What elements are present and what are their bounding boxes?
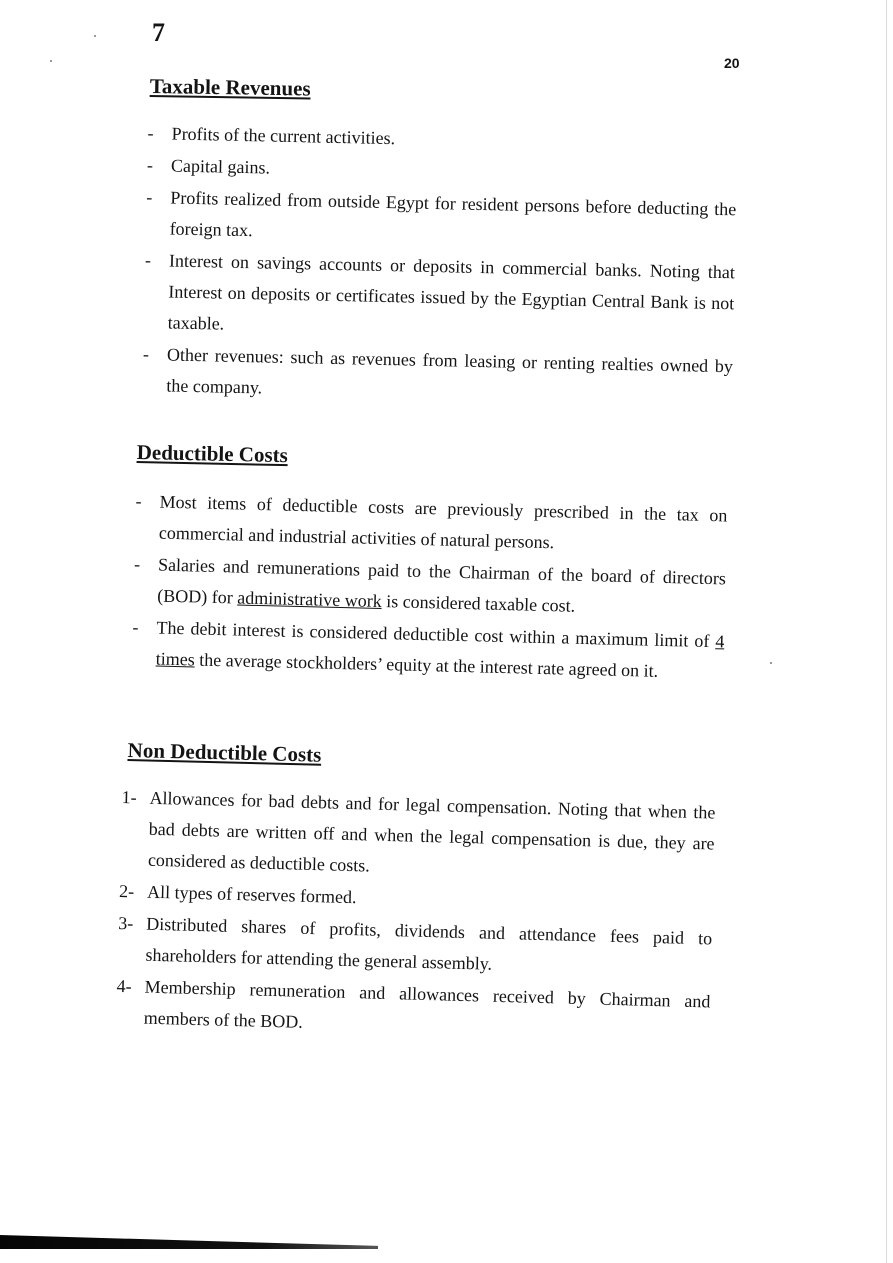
taxable-revenues-list	[142, 118, 738, 414]
text-segment: is considered taxable cost.	[381, 591, 576, 616]
list-item	[143, 245, 735, 350]
list-marker: -	[132, 616, 139, 638]
list-marker: 2-	[118, 880, 135, 902]
list-item	[131, 612, 724, 688]
list-marker: 1-	[121, 786, 137, 808]
list-item	[120, 782, 716, 891]
list-item-text	[157, 555, 726, 616]
list-marker: -	[146, 154, 154, 176]
list-marker: -	[146, 186, 153, 208]
list-item-text: Membership remuneration and allowances received by Chairman and members of the BOD.	[143, 976, 711, 1032]
deductible-costs-list	[131, 486, 727, 689]
list-marker: -	[147, 122, 154, 144]
list-marker: 3-	[118, 912, 134, 934]
list-item-text: Interest on savings accounts or deposits in commercial banks. Noting that Interest on deposits or certificates issued by the Egyptian Central Bank is not taxable.	[167, 250, 736, 334]
list-item	[145, 182, 736, 256]
list-marker: -	[142, 343, 150, 365]
page-number: 20	[724, 55, 740, 71]
list-item-text: Profits of the current activities.	[171, 123, 396, 149]
list-item	[142, 339, 733, 413]
section-heading-taxable-revenues: Taxable Revenues	[149, 74, 311, 101]
non-deductible-costs-list	[115, 782, 715, 1049]
scan-speck	[770, 662, 772, 664]
list-marker: -	[144, 249, 152, 271]
scan-edge-shadow	[0, 1235, 378, 1249]
list-item-text	[156, 618, 725, 681]
list-item-text: All types of reserves formed.	[146, 881, 357, 908]
list-item-text: Other revenues: such as revenues from leasing or renting realties owned by the company.	[166, 344, 734, 398]
list-marker: 4-	[116, 975, 132, 997]
list-marker: -	[133, 553, 141, 575]
text-segment: the average stockholders’ equity at the interest rate agreed on it.	[194, 649, 659, 681]
section-heading-non-deductible-costs: Non Deductible Costs	[127, 738, 322, 767]
list-item-text: Distributed shares of profits, dividends and attendance fees paid to shareholders for attending the general assembly.	[145, 913, 713, 974]
section-heading-deductible-costs: Deductible Costs	[136, 440, 289, 468]
text-segment: The debit interest is considered deductible cost within a maximum limit of	[156, 617, 716, 652]
text-segment: Salaries and remunerations paid to the Chairman of the board of directors (BOD) for	[157, 554, 727, 608]
underlined-text: 4 times	[155, 631, 725, 670]
underlined-text: administrative work	[237, 587, 382, 612]
scan-speck	[50, 60, 52, 62]
list-item-text: Profits realized from outside Egypt for resident persons before deducting the foreign tax.	[169, 187, 737, 241]
handwritten-page-number: 7	[152, 18, 165, 47]
list-item-text: Allowances for bad debts and for legal compensation. Noting that when the bad debts are written off and when the legal compensation is due, they are considered as deductible costs.	[147, 787, 716, 876]
list-item-text: Most items of deductible costs are previously prescribed in the tax on commercial and industrial activities of natural persons.	[158, 491, 728, 553]
page-edge-line	[886, 0, 887, 1263]
list-item-text: Capital gains.	[170, 155, 271, 178]
scan-speck	[94, 35, 96, 37]
list-marker: -	[135, 490, 142, 512]
